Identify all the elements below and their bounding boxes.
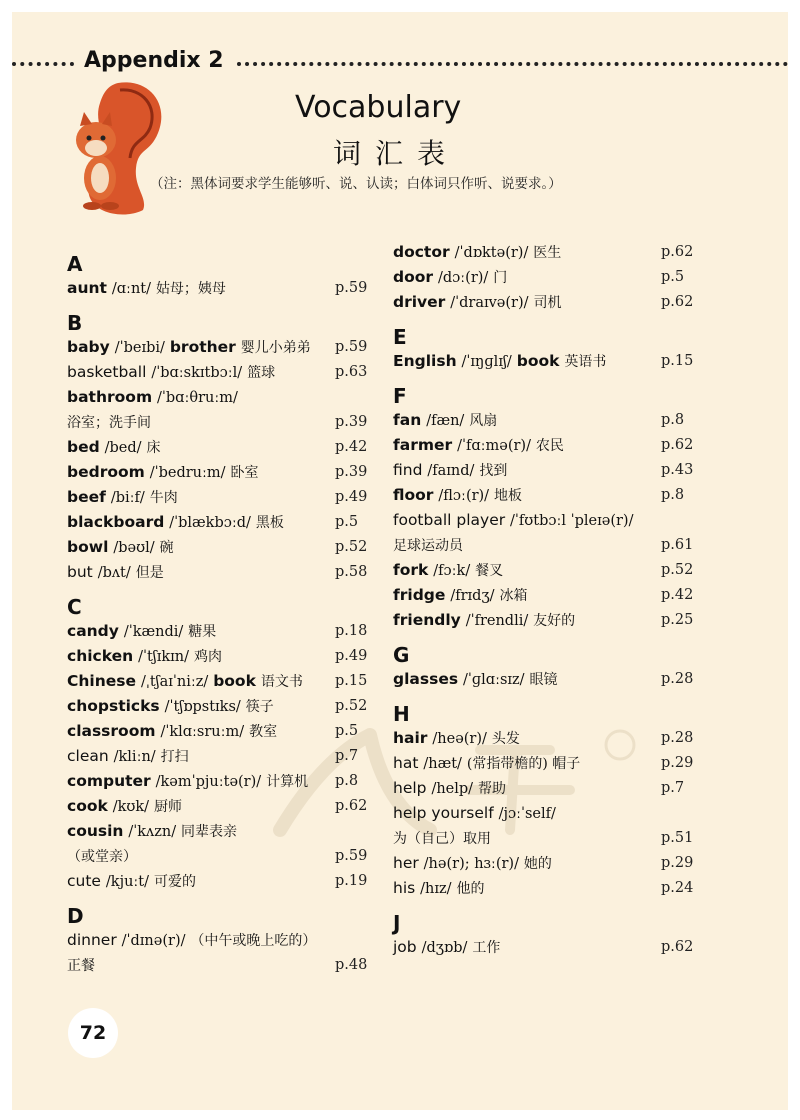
vocab-entry-continued — [393, 826, 693, 851]
section-letter: H — [393, 702, 410, 726]
vocab-word: hat — [393, 754, 419, 772]
vocab-page: p.39 — [335, 464, 368, 480]
vocab-entry — [393, 265, 693, 290]
vocab-entry — [393, 801, 693, 826]
vocab-entry — [67, 360, 367, 385]
section-letter: G — [393, 643, 410, 667]
vocab-phonetic: /ˈbɑːθruːm/ — [157, 390, 238, 406]
vocab-word: dinner — [67, 931, 117, 949]
vocab-entry-continued — [67, 410, 367, 435]
vocab-phonetic: /ˈfʊtbɔːl ˈpleɪə(r)/ — [510, 513, 634, 529]
vocab-page: p.62 — [661, 939, 694, 955]
vocab-entry — [393, 483, 693, 508]
section-letter: F — [393, 384, 407, 408]
dotted-rule-right — [237, 62, 788, 66]
vocab-chinese-continued: 浴室；洗手间 — [67, 415, 151, 431]
vocab-word: baby — [67, 338, 110, 356]
vocab-phonetic: /faɪnd/ — [427, 463, 475, 479]
vocab-word: chopsticks — [67, 697, 160, 715]
vocab-entry — [67, 694, 367, 719]
vocab-chinese: 床 — [146, 440, 161, 456]
vocab-word: Chinese — [67, 672, 137, 690]
vocab-entry-continued — [67, 953, 367, 978]
vocab-phonetic: /bed/ — [104, 440, 142, 456]
vocab-word: beef — [67, 488, 106, 506]
vocab-page: p.15 — [335, 673, 368, 689]
vocab-word-2: book — [213, 672, 256, 690]
vocab-chinese: 可爱的 — [153, 874, 196, 890]
vocab-entry — [393, 583, 693, 608]
vocab-chinese: 黑板 — [255, 515, 284, 531]
vocab-entry — [67, 460, 367, 485]
vocab-phonetic: /ˈblækbɔːd/ — [169, 515, 251, 531]
vocab-entry — [67, 510, 367, 535]
vocab-page: p.63 — [335, 364, 368, 380]
vocab-entry — [393, 608, 693, 633]
vocab-chinese-continued: 为（自己）取用 — [393, 831, 491, 847]
vocab-entry — [67, 535, 367, 560]
vocab-phonetic: /hɪz/ — [420, 881, 452, 897]
squirrel-illustration — [58, 78, 173, 218]
vocab-phonetic: /ˈbeɪbi/ — [114, 340, 165, 356]
vocab-phonetic: /dɔː(r)/ — [437, 270, 489, 286]
vocab-page: p.15 — [661, 353, 694, 369]
vocab-chinese: 工作 — [472, 940, 501, 956]
vocab-entry — [393, 290, 693, 315]
vocab-page: p.59 — [335, 339, 368, 355]
vocab-word: bedroom — [67, 463, 145, 481]
vocab-page: p.5 — [661, 269, 685, 285]
vocab-entry — [393, 726, 693, 751]
vocab-page: p.28 — [661, 671, 694, 687]
vocab-entry — [67, 485, 367, 510]
vocab-chinese: 牛肉 — [149, 490, 178, 506]
vocab-page: p.51 — [661, 830, 694, 846]
vocab-phonetic: /ˈtʃɪkɪn/ — [138, 649, 190, 665]
vocab-chinese: 婴儿小弟弟 — [240, 340, 311, 356]
vocab-page: p.59 — [335, 848, 368, 864]
vocab-word: cousin — [67, 822, 124, 840]
vocab-phonetic: /ˈdɪnə(r)/ — [121, 933, 186, 949]
vocab-chinese: 同辈表亲 — [181, 824, 238, 840]
vocab-page: p.29 — [661, 755, 694, 771]
page-number: 72 — [68, 1008, 118, 1058]
vocab-page: p.49 — [335, 489, 368, 505]
vocab-word: door — [393, 268, 434, 286]
vocab-entry — [67, 769, 367, 794]
vocab-word: floor — [393, 486, 434, 504]
vocab-word: classroom — [67, 722, 156, 740]
vocab-phonetic: /ˈbɑːskɪtbɔːl/ — [151, 365, 243, 381]
vocab-page: p.52 — [335, 698, 368, 714]
vocab-word: farmer — [393, 436, 453, 454]
vocab-entry — [67, 794, 367, 819]
vocab-entry — [393, 508, 693, 533]
vocab-word: fridge — [393, 586, 446, 604]
vocab-word: bowl — [67, 538, 109, 556]
vocab-phonetic: /frɪdʒ/ — [450, 588, 495, 604]
vocab-phonetic: /ˈkændi/ — [123, 624, 184, 640]
vocab-entry — [67, 869, 367, 894]
vocab-phonetic: /kliːn/ — [113, 749, 156, 765]
vocab-phonetic: /ˈdraɪvə(r)/ — [450, 295, 529, 311]
vocab-page: p.5 — [335, 514, 359, 530]
vocab-entry — [393, 935, 693, 960]
vocab-word: doctor — [393, 243, 450, 261]
vocab-page: p.52 — [335, 539, 368, 555]
vocab-chinese: 卧室 — [230, 465, 259, 481]
vocab-word: football player — [393, 511, 506, 529]
section-letter: B — [67, 311, 83, 335]
vocab-chinese-continued: 正餐 — [67, 958, 95, 974]
vocab-chinese: 碗 — [159, 540, 174, 556]
vocab-page: p.52 — [661, 562, 694, 578]
vocab-phonetic: /jɔːˈself/ — [498, 806, 556, 822]
vocab-word: her — [393, 854, 419, 872]
vocabulary-column-right — [393, 240, 693, 960]
vocab-phonetic: /ˈdɒktə(r)/ — [454, 245, 529, 261]
vocab-phonetic: /ˈɪŋɡlɪʃ/ — [461, 354, 512, 370]
vocab-chinese: 英语书 — [564, 354, 607, 370]
vocab-page: p.7 — [661, 780, 685, 796]
vocab-page: p.42 — [335, 439, 368, 455]
vocab-entry-continued — [67, 844, 367, 869]
vocab-phonetic: /ˈɡlɑːsɪz/ — [463, 672, 525, 688]
vocab-chinese: 语文书 — [260, 674, 303, 690]
vocab-word: computer — [67, 772, 151, 790]
vocab-chinese: 厨师 — [154, 799, 183, 815]
vocab-chinese: 医生 — [533, 245, 562, 261]
vocab-phonetic: /flɔː(r)/ — [438, 488, 490, 504]
vocab-entry — [67, 560, 367, 585]
section-letter: A — [67, 252, 83, 276]
vocab-phonetic: /hə(r); hɜː(r)/ — [423, 856, 519, 872]
vocab-page: p.39 — [335, 414, 368, 430]
vocab-word: friendly — [393, 611, 461, 629]
vocab-phonetic: /biːf/ — [110, 490, 145, 506]
vocab-page: p.8 — [661, 412, 685, 428]
vocab-chinese: 教室 — [249, 724, 278, 740]
vocab-entry — [67, 619, 367, 644]
note-text: （注：黑体词要求学生能够听、说、认读；白体词只作听、说要求。） — [150, 176, 562, 192]
vocab-phonetic: /ˈbedruːm/ — [149, 465, 226, 481]
vocab-entry-continued — [393, 533, 693, 558]
section-letter: E — [393, 325, 407, 349]
vocab-word: blackboard — [67, 513, 165, 531]
vocab-entry — [393, 408, 693, 433]
vocab-word: bed — [67, 438, 100, 456]
vocab-entry — [67, 435, 367, 460]
vocab-page: p.29 — [661, 855, 694, 871]
vocab-phonetic: /heə(r)/ — [432, 731, 487, 747]
vocab-chinese-continued: （或堂亲） — [67, 849, 137, 865]
vocab-word: but — [67, 563, 93, 581]
vocab-entry — [67, 819, 367, 844]
vocab-phonetic: /ˈfɑːmə(r)/ — [457, 438, 531, 454]
vocab-word: bathroom — [67, 388, 153, 406]
vocab-chinese: 计算机 — [266, 774, 309, 790]
vocab-page: p.49 — [335, 648, 368, 664]
vocab-chinese: 友好的 — [533, 613, 576, 629]
vocab-entry — [393, 240, 693, 265]
vocab-word: his — [393, 879, 416, 897]
vocab-word: cook — [67, 797, 108, 815]
vocab-phonetic: /dʒɒb/ — [421, 940, 468, 956]
vocab-entry — [393, 851, 693, 876]
dotted-rule-left — [12, 62, 74, 66]
vocab-page: p.42 — [661, 587, 694, 603]
vocab-phonetic: /kəmˈpjuːtə(r)/ — [155, 774, 262, 790]
vocab-word: clean — [67, 747, 109, 765]
vocab-entry — [67, 719, 367, 744]
vocab-page: p.19 — [335, 873, 368, 889]
vocab-chinese: 头发 — [491, 731, 520, 747]
vocab-word: chicken — [67, 647, 134, 665]
vocab-entry — [67, 744, 367, 769]
vocab-phonetic: /fɔːk/ — [433, 563, 471, 579]
vocab-word: cute — [67, 872, 101, 890]
vocab-phonetic: /kʊk/ — [112, 799, 150, 815]
vocab-word: glasses — [393, 670, 459, 688]
vocab-phonetic: /hæt/ — [423, 756, 462, 772]
vocab-word: help yourself — [393, 804, 494, 822]
vocab-phonetic: /kjuːt/ — [105, 874, 150, 890]
vocab-entry — [393, 776, 693, 801]
vocab-word-2: book — [516, 352, 560, 370]
vocab-entry — [393, 349, 693, 374]
vocab-chinese: 农民 — [535, 438, 564, 454]
vocab-entry — [393, 751, 693, 776]
vocab-word-2: brother — [169, 338, 236, 356]
vocab-chinese: 冰箱 — [499, 588, 528, 604]
vocab-phonetic: /fæn/ — [426, 413, 465, 429]
vocab-entry — [67, 928, 367, 953]
vocab-chinese: 餐叉 — [475, 563, 504, 579]
vocab-entry — [393, 558, 693, 583]
vocab-chinese: 地板 — [494, 488, 523, 504]
vocab-page: p.59 — [335, 280, 368, 296]
vocab-word: candy — [67, 622, 119, 640]
vocab-entry — [67, 385, 367, 410]
vocab-chinese-continued: 足球运动员 — [393, 538, 463, 554]
vocab-page: p.18 — [335, 623, 368, 639]
vocab-phonetic: /ˈfrendli/ — [465, 613, 529, 629]
vocab-entry — [393, 667, 693, 692]
vocab-word: help — [393, 779, 427, 797]
vocab-chinese: 糖果 — [188, 624, 217, 640]
vocab-word: job — [393, 938, 417, 956]
vocab-phonetic: /ɑːnt/ — [111, 281, 151, 297]
vocab-word: find — [393, 461, 423, 479]
vocab-chinese: 司机 — [533, 295, 562, 311]
vocab-chinese: 姑母；姨母 — [155, 281, 226, 297]
vocab-page: p.48 — [335, 957, 368, 973]
vocab-word: aunt — [67, 279, 107, 297]
vocab-chinese: 门 — [493, 270, 508, 286]
vocab-word: hair — [393, 729, 428, 747]
vocab-word: fan — [393, 411, 422, 429]
vocab-word: English — [393, 352, 457, 370]
section-letter: J — [393, 911, 401, 935]
vocab-phonetic: /ˌtʃaɪˈniːz/ — [140, 674, 209, 690]
vocab-page: p.43 — [661, 462, 694, 478]
vocab-chinese: 眼镜 — [529, 672, 558, 688]
vocab-chinese: 他的 — [456, 881, 485, 897]
vocab-page: p.7 — [335, 748, 359, 764]
vocab-entry — [67, 335, 367, 360]
vocab-page: p.61 — [661, 537, 694, 553]
vocab-word: driver — [393, 293, 446, 311]
vocab-page: p.8 — [335, 773, 359, 789]
vocab-phonetic: /bəʊl/ — [113, 540, 155, 556]
vocab-entry — [67, 669, 367, 694]
vocab-page: p.25 — [661, 612, 694, 628]
vocab-chinese: 找到 — [479, 463, 508, 479]
vocab-chinese: 她的 — [523, 856, 552, 872]
section-letter: C — [67, 595, 82, 619]
vocab-chinese: 筷子 — [245, 699, 274, 715]
vocab-chinese: 篮球 — [247, 365, 276, 381]
vocab-entry — [393, 458, 693, 483]
vocab-chinese: 打扫 — [160, 749, 189, 765]
vocab-chinese: （中午或晚上吃的） — [190, 933, 317, 949]
vocab-chinese: 但是 — [135, 565, 164, 581]
vocab-phonetic: /ˈkʌzn/ — [128, 824, 177, 840]
title-english: Vocabulary — [295, 90, 462, 125]
vocab-word: fork — [393, 561, 429, 579]
vocab-entry — [393, 433, 693, 458]
vocab-entry — [67, 644, 367, 669]
vocab-page: p.24 — [661, 880, 694, 896]
vocab-chinese: 鸡肉 — [193, 649, 222, 665]
vocab-page: p.58 — [335, 564, 368, 580]
vocab-phonetic: /bʌt/ — [97, 565, 131, 581]
section-letter: D — [67, 904, 84, 928]
vocab-entry — [393, 876, 693, 901]
vocab-phonetic: /ˈklɑːsruːm/ — [160, 724, 245, 740]
vocab-chinese: 风扇 — [469, 413, 498, 429]
appendix-header — [12, 48, 788, 78]
vocab-page: p.62 — [661, 437, 694, 453]
vocab-page: p.28 — [661, 730, 694, 746]
title-chinese: 词汇表 — [333, 137, 460, 170]
vocab-page: p.62 — [661, 244, 694, 260]
vocabulary-column-left — [67, 242, 367, 978]
vocab-phonetic: /ˈtʃɒpstɪks/ — [164, 699, 241, 715]
appendix-label: Appendix 2 — [84, 48, 224, 73]
vocab-page: p.62 — [661, 294, 694, 310]
vocab-entry — [67, 276, 367, 301]
vocab-chinese: 帮助 — [478, 781, 507, 797]
vocab-page: p.5 — [335, 723, 359, 739]
vocab-word: basketball — [67, 363, 147, 381]
vocab-phonetic: /help/ — [431, 781, 474, 797]
vocab-page: p.62 — [335, 798, 368, 814]
vocab-chinese: (常指带檐的) 帽子 — [466, 756, 581, 772]
vocab-page: p.8 — [661, 487, 685, 503]
